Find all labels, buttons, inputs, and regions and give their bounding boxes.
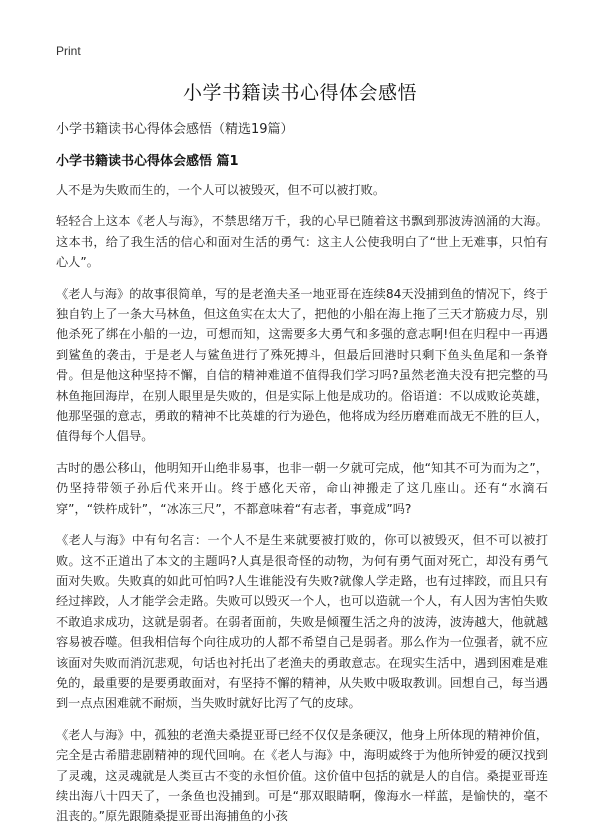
section-heading: 小学书籍读书心得体会感悟 篇1: [56, 154, 239, 169]
paragraph: 人不是为失败而生的，一个人可以被毁灭，但不可以被打败。: [56, 183, 386, 197]
document-title: 小学书籍读书心得体会感悟: [182, 82, 417, 104]
paragraph: 《老人与海》中有句名言：一个人不是生来就要被打败的，你可以被毁灭，但不可以被打败。这不正道出了本文的主题吗?人真是很奇怪的动物，为何有勇气面对死亡，却没有勇气面对失败。失败真的如此可怕吗?人生谁能没有失败?就像人学走路，也有过摔跤，而且只有经过摔跤，人才能学会走路。失败可以毁灭一个人，也可以造就一个人，有人因为害怕失败不敢追求成功，这就是弱者。在弱者面前，失败是倾覆生活之舟的波涛，波涛越大，他就越容易被吞噬。但我相信每个向往成功的人都不希望自己是弱者。那么作为一位强者，就不应该面对失败而消沉悲观，句话也衬托出了老渔夫的勇敢意志。在现实生活中，遇到困难是难免的，最重要的是要勇敢面对，有坚持不懈的精神，从失败中吸取教训。回想自己，每当遇到一点点困难就不耐烦，当失败时就好比泻了气的皮球。: [56, 533, 548, 711]
paragraph: 《老人与海》中，孤独的老渔夫桑提亚哥已经不仅仅是条硬汉，他身上所体现的精神价值，完全是古希腊悲剧精神的现代回响。在《老人与海》中，海明威终于为他所钟爱的硬汉找到了灵魂，这灵魂就是人类亘古不变的永恒价值。这价值中包括的就是人的自信。桑提亚哥连续出海八十四天了，一条鱼也没捕到。可是“那双眼睛啊，像海水一样蓝，是愉快的，毫不沮丧的。”原先跟随桑提亚哥出海捕鱼的小孩: [56, 727, 548, 824]
document-subtitle: 小学书籍读书心得体会感悟（精选19篇）: [56, 122, 294, 137]
article-body: [56, 180, 548, 828]
print-label[interactable]: Print: [56, 44, 81, 58]
paragraph: 轻轻合上这本《老人与海》，不禁思绪万千，我的心早已随着这书飘到那波涛汹涌的大海。这本书，给了我生活的信心和面对生活的勇气：这主人公使我明白了“世上无难事，只怕有心人”。: [56, 214, 548, 270]
paragraph: 古时的愚公移山，他明知开山绝非易事，也非一朝一夕就可完成，他“知其不可为而为之”，仍坚持带领子孙后代来开山。终于感化天帝，命山神搬走了这几座山。还有“水滴石穿”，“铁杵成针”，“冰冻三尺”，不都意味着“有志者，事竟成”吗?: [56, 460, 548, 516]
paragraph: 《老人与海》的故事很简单，写的是老渔夫圣一地亚哥在连续84天没捕到鱼的情况下，终于独自钓上了一条大马林鱼，但这鱼实在太大了，把他的小船在海上拖了三天才筋疲力尽，别他杀死了绑在小船的一边，可想而知，这需要多大勇气和多强的意志啊!但在归程中一再遇到鲨鱼的袭击，于是老人与鲨鱼进行了殊死搏斗，但最后回港时只剩下鱼头鱼尾和一条脊骨。但是他这种坚持不懈，自信的精神难道不值得我们学习吗?虽然老渔夫没有把完整的马林鱼拖回海岸，在别人眼里是失败的，但是实际上他是成功的。俗语道：不以成败论英雄，他那坚强的意志，勇敢的精神不比英雄的行为逊色，他将成为经历磨难而战无不胜的巨人，值得每个人倡导。: [56, 286, 548, 444]
